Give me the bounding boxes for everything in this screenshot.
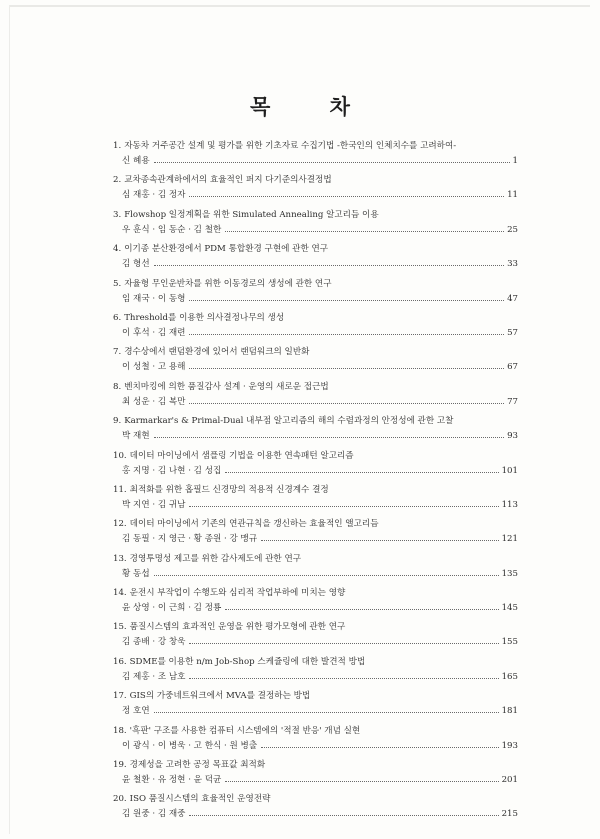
toc-entry[interactable] [113,311,518,345]
toc-entry-title-line [113,173,518,188]
toc-entry[interactable] [113,655,518,689]
toc-entry-title-line [113,689,518,704]
toc-entry-number: 4. [113,244,122,255]
toc-entry-title-line [113,208,518,223]
toc-entry-page-number: 201 [501,775,518,786]
toc-entry-authors: 최 성운 · 김 복만 [122,396,186,407]
toc-entry-number: 19. [113,760,127,771]
toc-entry-authors: 이 후석 · 김 재련 [122,327,186,338]
toc-entry-title-line [113,792,518,807]
toc-entry-number: 6. [113,312,122,323]
toc-entry-page-number: 113 [501,499,518,510]
toc-entry-title-line [113,277,518,292]
toc-entry-page-number: 1 [512,156,518,166]
toc-entry-author-line [113,395,518,410]
toc-entry-number: 3. [113,209,122,220]
toc-entry-number: 1. [113,141,122,151]
toc-entry-number: 16. [113,656,127,667]
toc-entry[interactable] [113,139,518,173]
toc-entry-title-line [113,449,518,464]
toc-entry[interactable] [113,586,518,620]
toc-entry-title-line [113,139,518,154]
toc-entry-page-number: 11 [507,190,518,201]
toc-entry-title: 교차종속관계하에서의 효율적인 퍼지 다기준의사결정법 [124,175,332,186]
dot-leader [189,815,498,816]
toc-entry-page-number: 33 [507,259,518,270]
toc-entry-author-line [113,429,518,444]
toc-entry-title-line [113,414,518,429]
toc-entry-number: 8. [113,381,122,392]
dot-leader [261,747,498,748]
toc-entry-title-line [113,620,518,635]
toc-entry-title-line [113,517,518,532]
dot-leader [189,368,504,369]
toc-entry-number: 15. [113,622,127,633]
toc-entry[interactable] [113,449,518,483]
scan-edge-left [9,5,10,834]
toc-entry-author-line [113,360,518,375]
toc-entry-number: 13. [113,553,127,564]
toc-entry[interactable] [113,173,518,207]
toc-entry[interactable] [113,414,518,448]
dot-leader [261,540,498,541]
page-title: 목 차 [250,94,376,119]
toc-entry-page-number: 93 [507,431,518,442]
toc-entry[interactable] [113,345,518,379]
toc-entry-title-line [113,311,518,326]
toc-entry-authors: 황 동섭 [122,568,150,579]
toc-entry-number: 14. [113,588,127,599]
toc-entry-author-line [113,567,518,582]
toc-entry-page-number: 145 [501,603,518,614]
toc-entry-authors: 임 재국 · 이 동형 [122,293,186,304]
toc-entry-title: Threshold를 이용한 의사결정나무의 생성 [124,312,285,323]
dot-leader [189,643,498,644]
toc-entry[interactable] [113,552,518,586]
toc-entry-title: 운전시 부작업이 수행도와 심리적 작업부하에 미치는 영향 [129,588,346,599]
toc-entry-authors: 김 원중 · 김 재중 [122,809,186,820]
toc-entry-title-line [113,758,518,773]
toc-entry-author-line [113,601,518,616]
dot-leader [189,403,504,404]
toc-entry[interactable] [113,758,518,792]
toc-entry-authors: 윤 철환 · 유 정현 · 윤 덕균 [122,775,222,786]
toc-entry-authors: 이 성철 · 고 용해 [122,362,186,373]
toc-entry[interactable] [113,242,518,276]
toc-entry-number: 20. [113,794,127,805]
toc-entry-title-line [113,724,518,739]
toc-entry-page-number: 165 [501,671,518,682]
toc-entry-title: 경수상에서 랜덤환경에 있어서 랜덤워크의 일반화 [124,347,310,358]
toc-entry-author-line [113,223,518,238]
toc-entry-title-line [113,483,518,498]
dot-leader [189,196,504,197]
toc-entry-title: 경제성을 고려한 공정 목표값 최적화 [129,760,266,771]
toc-entry-page-number: 155 [501,637,518,648]
dot-leader [189,334,504,335]
toc-entry[interactable] [113,689,518,723]
toc-entry-title: 자율형 무인운반차를 위한 이동경로의 생성에 관한 연구 [124,278,332,289]
toc-entry-number: 7. [113,347,122,358]
toc-entry-authors: 박 재현 [122,431,150,442]
toc-entry-number: 5. [113,278,122,289]
toc-entry-author-line [113,807,518,822]
toc-entry-authors: 김 종배 · 강 창욱 [122,637,186,648]
toc-entry-title: GIS의 가중네트워크에서 MVA를 결정하는 방법 [129,691,311,702]
toc-entry-title: 자동차 거주공간 설계 및 평가를 위한 기초자료 수집기법 -한국인의 인체치수를 고려하여- [124,141,457,151]
toc-entry-authors: 홍 지명 · 김 나현 · 김 성집 [122,465,222,476]
toc-entry-page-number: 25 [507,224,518,235]
toc-entry-author-line [113,498,518,513]
toc-entry[interactable] [113,724,518,758]
toc-entry[interactable] [113,277,518,311]
toc-entry-title-line [113,655,518,670]
toc-entry-number: 11. [113,484,127,495]
toc-entry-title-line [113,345,518,360]
toc-entry-author-line [113,257,518,272]
toc-entry-number: 12. [113,519,127,530]
toc-entry-page-number: 57 [507,327,518,338]
toc-entry-authors: 김 제홍 · 조 남호 [122,671,186,682]
toc-entry-page-number: 121 [501,534,518,545]
toc-entry-page-number: 77 [507,396,518,407]
toc-entry-page-number: 101 [501,465,518,476]
toc-entry-title: '흑판' 구조를 사용한 컴퓨터 시스템에의 '적절 반응' 개념 실현 [129,725,361,736]
dot-leader [189,678,498,679]
toc-entry[interactable] [113,208,518,242]
toc-entry-authors: 신 혜용 [122,156,150,166]
toc-entry-page-number: 215 [501,809,518,820]
toc-entry-authors: 윤 상영 · 이 근희 · 김 정룡 [122,603,222,614]
toc-entry-author-line [113,739,518,754]
toc-entry-authors: 우 훈식 · 임 동순 · 김 철한 [122,224,222,235]
dot-leader [154,575,499,576]
toc-entry[interactable] [113,380,518,414]
toc-entry-author-line [113,635,518,650]
toc-entry-authors: 박 지연 · 김 귀남 [122,499,186,510]
toc-entry-title-line [113,586,518,601]
toc-entry-page-number: 181 [501,706,518,717]
scan-edge-top [10,5,590,7]
toc-entry[interactable] [113,483,518,517]
dot-leader [154,265,504,266]
toc-entry-page-number: 193 [501,740,518,751]
toc-entry-authors: 김 동필 · 지 영근 · 황 종원 · 강 맹규 [122,534,258,545]
dot-leader [225,472,498,473]
toc-entry-page-number: 47 [507,293,518,304]
toc-entry[interactable] [113,517,518,551]
toc-entry-title: 경영투명성 제고를 위한 감사제도에 관한 연구 [129,553,302,564]
dot-leader [154,162,510,163]
toc-entry-authors: 이 광식 · 이 병욱 · 고 한식 · 원 병출 [122,740,258,751]
toc-entry-author-line [113,188,518,203]
dot-leader [189,506,498,507]
toc-entry[interactable] [113,620,518,654]
toc-entry-number: 10. [113,450,127,461]
dot-leader [154,712,499,713]
toc-entry-title-line [113,380,518,395]
toc-entry-title-line [113,242,518,257]
dot-leader [154,437,504,438]
toc-entry-number: 9. [113,416,122,427]
toc-entry-title: ISO 품질시스템의 효율적인 운영전략 [129,794,271,805]
toc-entry-number: 17. [113,691,127,702]
toc-entry-authors: 정 호연 [122,706,150,717]
toc-entry-number: 2. [113,175,122,186]
toc-entry-author-line [113,464,518,479]
toc-entry-title: 이기종 분산환경에서 PDM 통합환경 구현에 관한 연구 [124,244,329,255]
dot-leader [225,609,498,610]
toc-entry-authors: 김 형선 [122,259,150,270]
dot-leader [225,781,498,782]
dot-leader [189,300,504,301]
table-of-contents [113,139,518,827]
toc-entry-number: 18. [113,725,127,736]
toc-entry-title: 최적화를 위한 홉필드 신경망의 적용적 신경계수 결정 [129,484,329,495]
toc-entry-title: SDME를 이용한 n/m Job-Shop 스케쥴링에 대한 발견적 방법 [129,656,366,667]
toc-entry-title: 품질시스템의 효과적인 운영을 위한 평가모형에 관한 연구 [129,622,346,633]
toc-entry-author-line [113,292,518,307]
toc-entry-title: Flowshop 일정계획을 위한 Simulated Annealing 알고리듬 이용 [124,209,379,220]
toc-entry-authors: 심 재홍 · 김 정자 [122,190,186,201]
toc-entry-title: 데이터 마이닝에서 기존의 연관규칙을 갱신하는 효율적인 앨고리듬 [129,519,379,530]
toc-entry-page-number: 135 [501,568,518,579]
toc-entry-title-line [113,552,518,567]
toc-entry-page-number: 67 [507,362,518,373]
toc-entry-author-line [113,704,518,719]
toc-entry-title: Karmarkar's & Primal-Dual 내부점 알고리즘의 해의 수렴과정의 안정성에 관한 고찰 [124,416,454,427]
toc-entry-title: 벤치마킹에 의한 품질감사 설계 · 운영의 새로운 접근법 [124,381,329,392]
toc-entry-author-line [113,154,518,169]
toc-entry-author-line [113,532,518,547]
toc-entry-author-line [113,326,518,341]
toc-entry-author-line [113,773,518,788]
toc-entry-title: 데이터 마이닝에서 샘플링 기법을 이용한 연속패턴 알고리즘 [129,450,354,461]
dot-leader [225,231,504,232]
toc-entry-author-line [113,670,518,685]
toc-entry[interactable] [113,792,518,826]
